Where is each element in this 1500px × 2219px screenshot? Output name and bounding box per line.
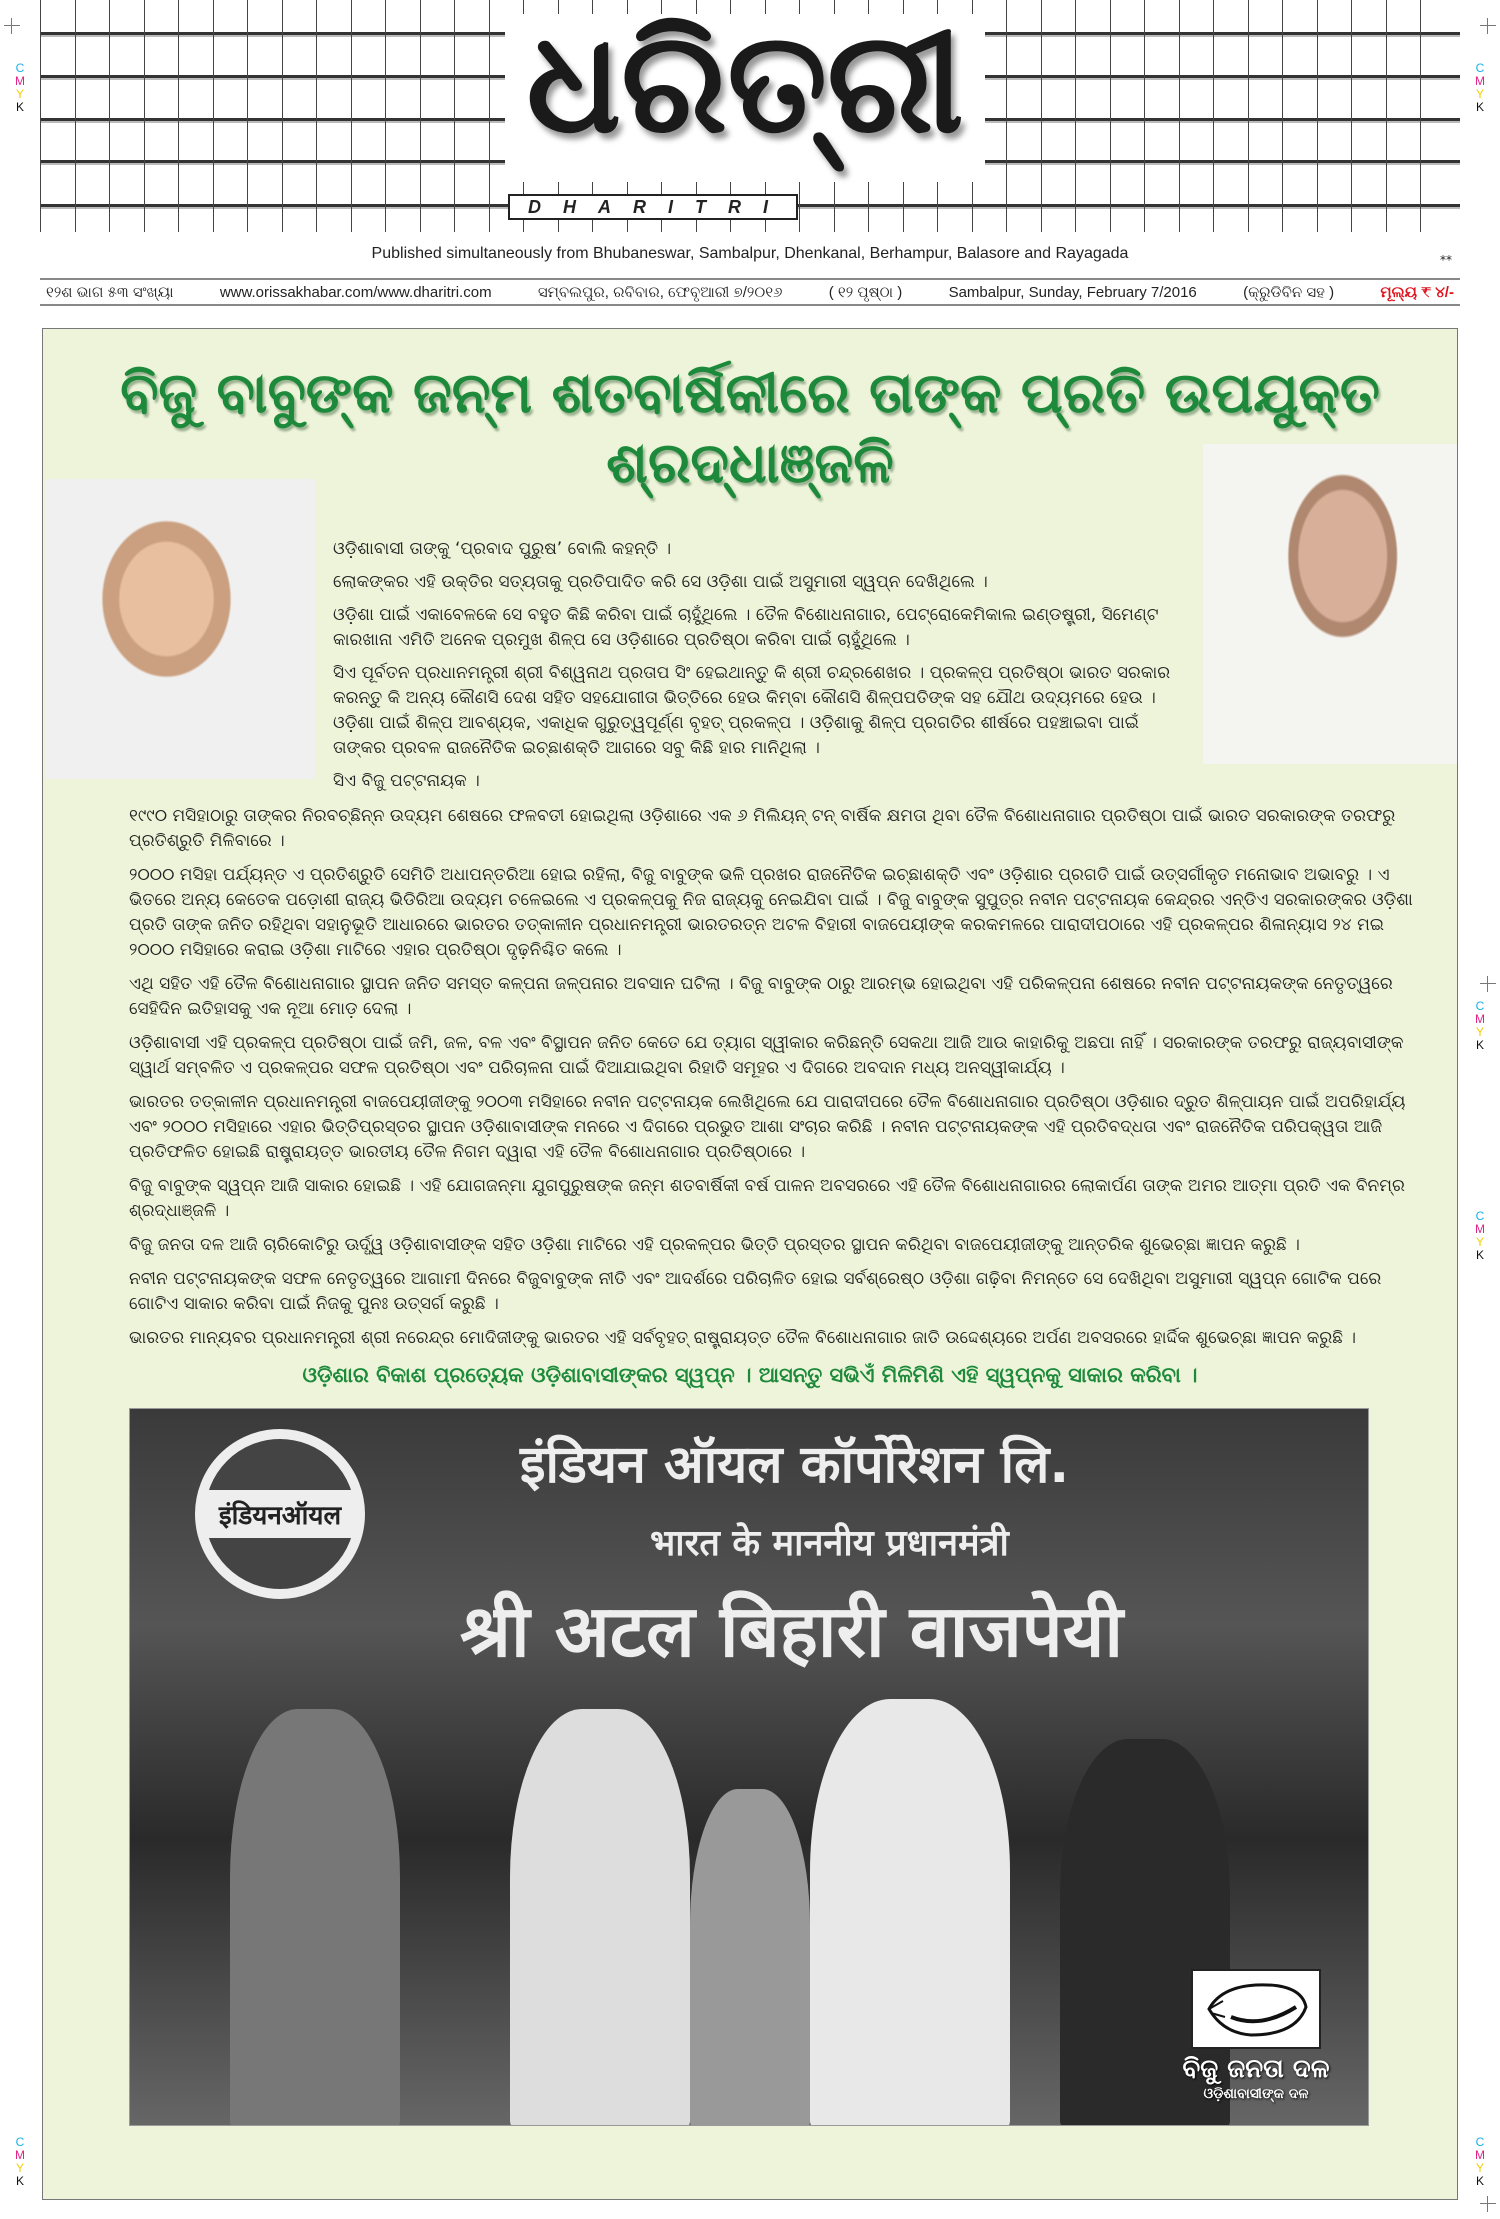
page-count: ( ୧୨ ପୃଷ୍ଠା ) — [828, 283, 903, 301]
indianoil-logo-text: इंडियनऑयल — [205, 1490, 355, 1538]
body-paragraph: ଓଡ଼ିଶାବାସୀ ଏହି ପ୍ରକଳ୍ପ ପ୍ରତିଷ୍ଠା ପାଇଁ ଜମି, ଜଳ, ବଳ ଏବଂ ବିସ୍ଥାପନ ଜନିତ କେତେ ଯେ ତ୍ୟାଗ ସ୍ୱୀକାର କରିଛନ୍ତି ସେକଥା ଆଜି ଆଉ କାହାରିକୁ ଅଛପା ନାହିଁ । ସରକାରଙ୍କ ତରଫରୁ ରାଜ୍ୟବାସୀଙ୍କ ସ୍ୱାର୍ଥ ସମ୍ବଳିତ ଏ ପ୍ରକଳ୍ପର ସଫଳ ପ୍ରତିଷ୍ଠା ଏବଂ ପରିଚାଳନା ପାଇଁ ଦିଆଯାଇଥିବା ରିହାତି ସମୂହର ଏ ଦିଗରେ ଅବଦାନ ମଧ୍ୟ ଅନସ୍ୱୀକାର୍ଯ୍ୟ । — [129, 1033, 1404, 1078]
indianoil-logo — [195, 1429, 365, 1599]
grid-line — [109, 0, 110, 232]
grid-line — [1386, 0, 1387, 232]
cmyk-c: C — [1475, 61, 1485, 75]
grid-line — [75, 0, 76, 232]
grid-line — [1213, 0, 1214, 232]
edition-stars: ** — [1440, 253, 1452, 267]
grid-line — [144, 0, 145, 232]
cmyk-marks-left-bottom — [14, 2136, 26, 2188]
body-paragraph: ଏଥି ସହିତ ଏହି ତୈଳ ବିଶୋଧନାଗାର ସ୍ଥାପନ ଜନିତ ସମସ୍ତ କଳ୍ପନା ଜଳ୍ପନାର ଅବସାନ ଘଟିଲା । ବିଜୁ ବାବୁଙ୍କ ଠାରୁ ଆରମ୍ଭ ହୋଇଥିବା ଏହି ପରିକଳ୍ପନା ଶେଷରେ ନବୀନ ପଟ୍ଟନାୟକଙ୍କ ନେତୃତ୍ୱରେ ସେହିଦିନ ଇତିହାସକୁ ଏକ ନୂଆ ମୋଡ଼ ଦେଲା । — [129, 974, 1393, 1019]
grid-line — [1351, 0, 1352, 232]
issue-number: ୧୨ଶ ଭାଗ ୫୩ ସଂଖ୍ୟା — [46, 283, 174, 301]
grid-line — [40, 0, 41, 232]
cmyk-k: K — [15, 2174, 24, 2188]
party-name: ବିଜୁ ଜନତା ଦଳ — [1182, 2054, 1330, 2084]
grid-line — [213, 0, 214, 232]
grid-line — [178, 0, 179, 232]
intro-paragraph: ସିଏ ବିଜୁ ପଟ୍ଟନାୟକ । — [333, 771, 480, 791]
published-line: Published simultaneously from Bhubaneswar, Sambalpur, Dhenkanal, Berhampur, Balasore and Rayagada — [371, 245, 1129, 262]
grid-line — [1075, 0, 1076, 232]
photo-naveen-patnaik — [45, 479, 315, 779]
grid-line — [247, 0, 248, 232]
info-bar — [40, 278, 1460, 306]
person-figure — [690, 1789, 810, 2126]
cmyk-k: K — [1475, 2174, 1484, 2188]
person-figure — [810, 1699, 1010, 2126]
cmyk-k: K — [15, 100, 24, 114]
foundation-ceremony-photo — [129, 1408, 1369, 2126]
english-date: Sambalpur, Sunday, February 7/2016 — [948, 283, 1197, 301]
person-figure — [510, 1709, 690, 2126]
body-text — [129, 804, 1419, 1351]
cmyk-marks-right-low — [1474, 1210, 1486, 1262]
price: ମୂଲ୍ୟ ₹ ୪/- — [1380, 283, 1454, 301]
body-paragraph: ଭାରତର ତତ୍କାଳୀନ ପ୍ରଧାନମନ୍ତ୍ରୀ ବାଜପେୟୀଜୀଙ୍କୁ ୨୦୦୩ ମସିହାରେ ନବୀନ ପଟ୍ଟନାୟକ ଲେଖିଥିଲେ ଯେ ପାରାଦୀପରେ ତୈଳ ବିଶୋଧନାଗାର ପ୍ରତିଷ୍ଠା ଓଡ଼ିଶାର ଦ୍ରୁତ ଶିଳ୍ପାୟନ ପାଇଁ ଅପରିହାର୍ଯ୍ୟ ଏବଂ ୨୦୦୦ ମସିହାରେ ଏହାର ଭିତ୍ତିପ୍ରସ୍ତର ସ୍ଥାପନ ଓଡ଼ିଶାବାସୀଙ୍କ ମନରେ ଏ ଦିଗରେ ପ୍ରଭୁତ ଆଶା ସଂଚାର କରିଛି । ନବୀନ ପଟ୍ଟନାୟକଙ୍କ ଏହି ପ୍ରତିବଦ୍ଧତା ଏବଂ ରାଜନୈତିକ ପରିପକ୍ୱତା ଆଜି ପ୍ରତିଫଳିତ ହୋଇଛି ରାଷ୍ଟ୍ରାୟତ୍ତ ଭାରତୀୟ ତୈଳ ନିଗମ ଦ୍ୱାରା ଏହି ତୈଳ ବିଶୋଧନାଗାର ପ୍ରତିଷ୍ଠାରେ । — [129, 1092, 1406, 1162]
registration-mark — [1480, 976, 1496, 992]
advertisement-box — [42, 328, 1458, 2200]
cmyk-marks-right-mid — [1474, 1000, 1486, 1052]
body-paragraph: ନବୀନ ପଟ୍ଟନାୟକଙ୍କ ସଫଳ ନେତୃତ୍ୱରେ ଆଗାମୀ ଦିନରେ ବିଜୁବାବୁଙ୍କ ନୀତି ଏବଂ ଆଦର୍ଶରେ ପରିଚାଳିତ ହୋଇ ସର୍ବଶ୍ରେଷ୍ଠ ଓଡ଼ିଶା ଗଢ଼ିବା ନିମନ୍ତେ ସେ ଦେଖିଥିବା ଅସୁମାରୀ ସ୍ୱପ୍ନ ଗୋଟିକ ପରେ ଗୋଟିଏ ସାକାର କରିବା ପାଇଁ ନିଜକୁ ପୁନଃ ଉତ୍ସର୍ଗ କରୁଛି । — [129, 1269, 1382, 1314]
intro-paragraph: ଲୋକଙ୍କର ଏହି ଉକ୍ତିର ସତ୍ୟତାକୁ ପ୍ରତିପାଦିତ କରି ସେ ଓଡ଼ିଶା ପାଇଁ ଅସୁମାରୀ ସ୍ୱପ୍ନ ଦେଖିଥିଲେ । — [333, 572, 988, 592]
body-paragraph: ଭାରତର ମାନ୍ୟବର ପ୍ରଧାନମନ୍ତ୍ରୀ ଶ୍ରୀ ନରେନ୍ଦ୍ର ମୋଦିଜୀଙ୍କୁ ଭାରତର ଏହି ସର୍ବବୃହତ୍ ରାଷ୍ଟ୍ରାୟତ୍ତ ତୈଳ ବିଶୋଧନାଗାର ଜାତି ଉଦ୍ଦେଶ୍ୟରେ ଅର୍ପଣ ଅବସରରେ ହାର୍ଦ୍ଦିକ ଶୁଭେଚ୍ଛା ଜ୍ଞାପନ କରୁଛି । — [129, 1328, 1357, 1348]
grid-line — [1006, 0, 1007, 232]
cmyk-marks-right — [1474, 62, 1486, 114]
cmyk-marks-right-bottom — [1474, 2136, 1486, 2188]
cmyk-c: C — [1475, 1209, 1485, 1223]
headline: ବିଜୁ ବାବୁଙ୍କ ଜନ୍ମ ଶତବାର୍ଷିକୀରେ ତାଙ୍କ ପ୍ରତି ଉପଯୁକ୍ତ ଶ୍ରଦ୍ଧାଞ୍ଜଳି — [120, 361, 1380, 496]
conch-icon — [1191, 1969, 1321, 2049]
body-paragraph: ୨୦୦୦ ମସିହା ପର୍ଯ୍ୟନ୍ତ ଏ ପ୍ରତିଶ୍ରୁତି ସେମିତି ଅଧାପନ୍ତରିଆ ହୋଇ ରହିଲା, ବିଜୁ ବାବୁଙ୍କ ଭଳି ପ୍ରଖର ରାଜନୈତିକ ଇଚ୍ଛାଶକ୍ତି ଏବଂ ଓଡ଼ିଶାର ପ୍ରଗତି ପାଇଁ ଉତ୍ସର୍ଗୀକୃତ ମନୋଭାବ ଅଭାବରୁ । ଏ ଭିତରେ ଅନ୍ୟ କେତେକ ପଡ଼ୋଶୀ ରାଜ୍ୟ ଭିଡିରିଆ ଉଦ୍ୟମ ଚଳେଇଲେ ଏ ପ୍ରକଳ୍ପକୁ ନିଜ ରାଜ୍ୟକୁ ନେଇଯିବା ପାଇଁ । ବିଜୁ ବାବୁଙ୍କ ସୁପୁତ୍ର ନବୀନ ପଟ୍ଟନାୟକ କେନ୍ଦ୍ରର ଏନ୍‌ଡିଏ ସରକାରଙ୍କର ଓଡ଼ିଶା ପ୍ରତି ତାଙ୍କ ଜନିତ ରହିଥିବା ସହାନୁଭୂତି ଆଧାରରେ ଭାରତର ତତ୍କାଳୀନ ପ୍ରଧାନମନ୍ତ୍ରୀ ଭାରତରତ୍ନ ଅଟଳ ବିହାରୀ ବାଜପେୟୀଙ୍କ କରକମଳରେ ପାରାଦୀପଠାରେ ଏହି ପ୍ରକଳ୍ପର ଶିଳାନ୍ୟାସ ୨୪ ମଇ ୨୦୦୦ ମସିହାରେ କରାଇ ଓଡ଼ିଶା ମାଟିରେ ଏହାର ପ୍ରତିଷ୍ଠା ଦୃଢ଼ନିଶ୍ଚିତ କଲେ । — [129, 865, 1413, 960]
cmyk-m: M — [1475, 1222, 1485, 1236]
intro-paragraph: ସିଏ ପୂର୍ବତନ ପ୍ରଧାନମନ୍ତ୍ରୀ ଶ୍ରୀ ବିଶ୍ୱନାଥ ପ୍ରତାପ ସିଂ ହେଇଥାନ୍ତୁ କି ଶ୍ରୀ ଚନ୍ଦ୍ରଶେଖର । ପ୍ରକଳ୍ପ ପ୍ରତିଷ୍ଠା ଭାରତ ସରକାର କରନ୍ତୁ କି ଅନ୍ୟ କୌଣସି ଦେଶ ସହିତ ସହଯୋଗୀତା ଭିତ୍ତିରେ ହେଉ କିମ୍ବା କୌଣସି ଶିଳ୍ପପତିଙ୍କ ସହ ଯୌଥ ଉଦ୍ୟମରେ ହେଉ । ଓଡ଼ିଶା ପାଇଁ ଶିଳ୍ପ ଆବଶ୍ୟକ, ଏକାଧିକ ଗୁରୁତ୍ୱପୂର୍ଣ୍ଣ ବୃହତ୍ ପ୍ରକଳ୍ପ । ଓଡ଼ିଶାକୁ ଶିଳ୍ପ ପ୍ରଗତିର ଶୀର୍ଷରେ ପହଞ୍ଚାଇବା ପାଇଁ ତାଙ୍କର ପ୍ରବଳ ରାଜନୈତିକ ଇଚ୍ଛାଶକ୍ତି ଆଗରେ ସବୁ କିଛି ହାର ମାନିଥିଲା । — [333, 663, 1171, 758]
registration-mark — [4, 18, 20, 34]
registration-mark — [1480, 18, 1496, 34]
grid-line — [282, 0, 283, 232]
cmyk-y: Y — [1475, 1235, 1484, 1249]
grid-line — [489, 0, 490, 232]
cmyk-c: C — [1475, 999, 1485, 1013]
cmyk-k: K — [1475, 100, 1484, 114]
cmyk-marks-left — [14, 62, 26, 114]
bjd-logo — [1146, 1969, 1366, 2119]
cmyk-k: K — [1475, 1038, 1484, 1052]
body-paragraph: ବିଜୁ ବାବୁଙ୍କ ସ୍ୱପ୍ନ ଆଜି ସାକାର ହୋଇଛି । ଏହି ଯୋଗଜନ୍ମା ଯୁଗପୁରୁଷଙ୍କ ଜନ୍ମ ଶତବାର୍ଷିକୀ ବର୍ଷ ପାଳନ ଅବସରରେ ଏହି ତୈଳ ବିଶୋଧନାଗାରର ଲୋକାର୍ପଣ ତାଙ୍କ ଅମର ଆତ୍ମା ପ୍ରତି ଏକ ବିନମ୍ର ଶ୍ରଦ୍ଧାଞ୍ଜଳି । — [129, 1176, 1405, 1221]
banner-text: इंडियन ऑयल कॉर्पोरेशन लि. — [520, 1435, 1070, 1495]
cmyk-c: C — [15, 2135, 25, 2149]
grid-line — [351, 0, 352, 232]
grid-line — [420, 0, 421, 232]
grid-line — [1041, 0, 1042, 232]
cmyk-m: M — [1475, 1012, 1485, 1026]
grid-line — [1110, 0, 1111, 232]
cmyk-y: Y — [1475, 87, 1484, 101]
body-paragraph: ବିଜୁ ଜନତା ଦଳ ଆଜି ଚାରିକୋଟିରୁ ଊର୍ଦ୍ଧ୍ୱ ଓଡ଼ିଶାବାସୀଙ୍କ ସହିତ ଓଡ଼ିଶା ମାଟିରେ ଏହି ପ୍ରକଳ୍ପର ଭିତ୍ତି ପ୍ରସ୍ତର ସ୍ଥାପନ କରିଥିବା ବାଜପେୟୀଜୀଙ୍କୁ ଆନ୍ତରିକ ଶୁଭେଚ୍ଛା ଜ୍ଞାପନ କରୁଛି । — [129, 1235, 1300, 1255]
grid-line — [1144, 0, 1145, 232]
banner-text: भारत के माननीय प्रधानमंत्री — [650, 1523, 1009, 1564]
banner-text: श्री अटल बिहारी वाजपेयी — [460, 1589, 1124, 1673]
odia-date: ସମ୍ବଲପୁର, ରବିବାର, ଫେବୃଆରୀ ୭/୨୦୧୬ — [537, 283, 783, 301]
grid-line — [1282, 0, 1283, 232]
intro-text — [333, 537, 1183, 794]
cmyk-y: Y — [1475, 2161, 1484, 2175]
party-tagline: ଓଡ଼ିଶାବାସୀଙ୍କ ଦଳ — [1203, 2086, 1309, 2102]
cmyk-y: Y — [15, 87, 24, 101]
grid-line — [1317, 0, 1318, 232]
grid-line — [1179, 0, 1180, 232]
cmyk-c: C — [15, 61, 25, 75]
grid-line — [316, 0, 317, 232]
supplement-note: (କ୍ରୁଡିବିନ ସହ ) — [1243, 283, 1335, 301]
body-paragraph: ୧୯୯୦ ମସିହାଠାରୁ ତାଙ୍କର ନିରବଚ୍ଛିନ୍ନ ଉଦ୍ୟମ ଶେଷରେ ଫଳବତୀ ହୋଇଥିଲା ଓଡ଼ିଶାରେ ଏକ ୬ ମିଲିୟନ୍ ଟନ୍ ବାର୍ଷିକ କ୍ଷମତା ଥିବା ତୈଳ ବିଶୋଧନାଗାର ପ୍ରତିଷ୍ଠା ପାଇଁ ଭାରତ ସରକାରଙ୍କ ତରଫରୁ ପ୍ରତିଶ୍ରୁତି ମିଳିବାରେ । — [129, 806, 1396, 851]
slogan: ଓଡ଼ିଶାର ବିକାଶ ପ୍ରତ୍ୟେକ ଓଡ଼ିଶାବାସୀଙ୍କର ସ୍ୱପ୍ନ । ଆସନ୍ତୁ ସଭିଏଁ ମିଳିମିଶି ଏହି ସ୍ୱପ୍ନକୁ ସାକାର କରିବା । — [302, 1363, 1198, 1387]
cmyk-m: M — [15, 74, 25, 88]
person-figure — [230, 1709, 400, 2126]
website-link[interactable]: www.orissakhabar.com/www.dharitri.com — [219, 283, 492, 301]
grid-line — [385, 0, 386, 232]
intro-paragraph: ଓଡ଼ିଶା ପାଇଁ ଏକାବେଳକେ ସେ ବହୁତ କିଛି କରିବା ପାଇଁ ଚାହୁଁଥିଲେ । ତୈଳ ବିଶୋଧନାଗାର, ପେଟ୍ରୋକେମିକାଲ ଇଣ୍ଡଷ୍ଟ୍ରୀ, ସିମେଣ୍ଟ କାରଖାନା ଏମିତି ଅନେକ ପ୍ରମୁଖ ଶିଳ୍ପ ସେ ଓଡ଼ିଶାରେ ପ୍ରତିଷ୍ଠା କରିବା ପାଇଁ ଚାହୁଁଥିଲେ । — [333, 605, 1159, 650]
cmyk-k: K — [1475, 1248, 1484, 1262]
cmyk-y: Y — [15, 2161, 24, 2175]
grid-line — [1420, 0, 1421, 232]
cmyk-m: M — [15, 2148, 25, 2162]
registration-mark — [1480, 2196, 1496, 2212]
grid-line — [454, 0, 455, 232]
cmyk-m: M — [1475, 74, 1485, 88]
intro-paragraph: ଓଡ଼ିଶାବାସୀ ତାଙ୍କୁ ‘ପ୍ରବାଦ ପୁରୁଷ’ ବୋଲି କହନ୍ତି । — [333, 539, 672, 559]
cmyk-m: M — [1475, 2148, 1485, 2162]
cmyk-c: C — [1475, 2135, 1485, 2149]
dharitri-logo-sub: DHARITRI — [508, 194, 798, 220]
grid-line — [1248, 0, 1249, 232]
cmyk-y: Y — [1475, 1025, 1484, 1039]
dharitri-logo: ଧରିତ୍ରୀ — [505, 14, 985, 182]
